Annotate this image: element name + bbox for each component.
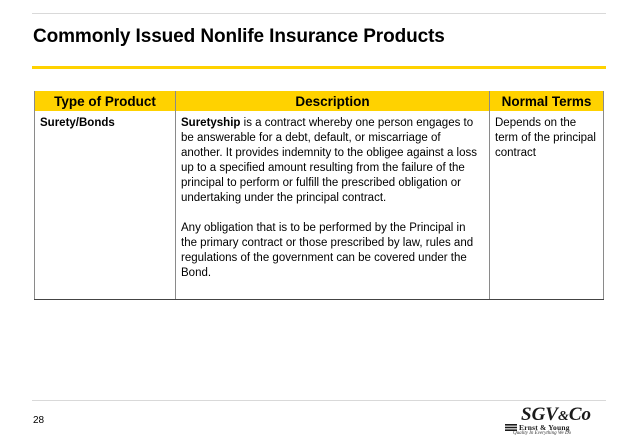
normal-terms-cell: Depends on the term of the principal contract	[490, 111, 604, 300]
paragraph-gap	[181, 206, 484, 221]
logo-member-name: Ernst & Young	[519, 423, 570, 432]
table-header-row	[35, 91, 604, 111]
paragraph-gap	[181, 281, 484, 296]
slide-title: Commonly Issued Nonlife Insurance Products	[33, 26, 445, 47]
product-type-cell: Surety/Bonds	[35, 111, 176, 300]
title-underline	[32, 66, 606, 69]
description-cell	[176, 111, 490, 300]
header-normal-terms: Normal Terms	[490, 91, 604, 111]
page-number: 28	[33, 415, 45, 426]
logo-amp: &	[557, 409, 569, 424]
sgv-ernst-young-logo	[505, 404, 609, 438]
products-table	[34, 91, 604, 300]
logo-co: Co	[568, 404, 592, 425]
table-row	[35, 111, 604, 300]
description-text: is a contract whereby one person engages to be answerable for a debt, default, or miscarriage of another. It provides indemnity to the obligee against a loss up to a specified amount resulting from the failure of the principal to perform or fulfill the prescribed obligation or undertaking under the principal contract.	[181, 117, 477, 204]
description-lead-term: Suretyship	[181, 117, 241, 129]
description-paragraph-1	[181, 116, 484, 206]
logo-brand: SGV	[521, 404, 558, 425]
logo-tagline: Quality In Everything We Do	[513, 431, 572, 436]
top-divider	[32, 13, 606, 14]
header-type-of-product: Type of Product	[35, 91, 176, 111]
header-description: Description	[176, 91, 490, 111]
description-paragraph-2: Any obligation that is to be performed by the Principal in the primary contract or those prescribed by law, rules and regulations of the government can be covered under the Bond.	[181, 222, 474, 279]
ernst-young-bars-icon	[505, 424, 519, 431]
footer-divider	[32, 400, 606, 401]
